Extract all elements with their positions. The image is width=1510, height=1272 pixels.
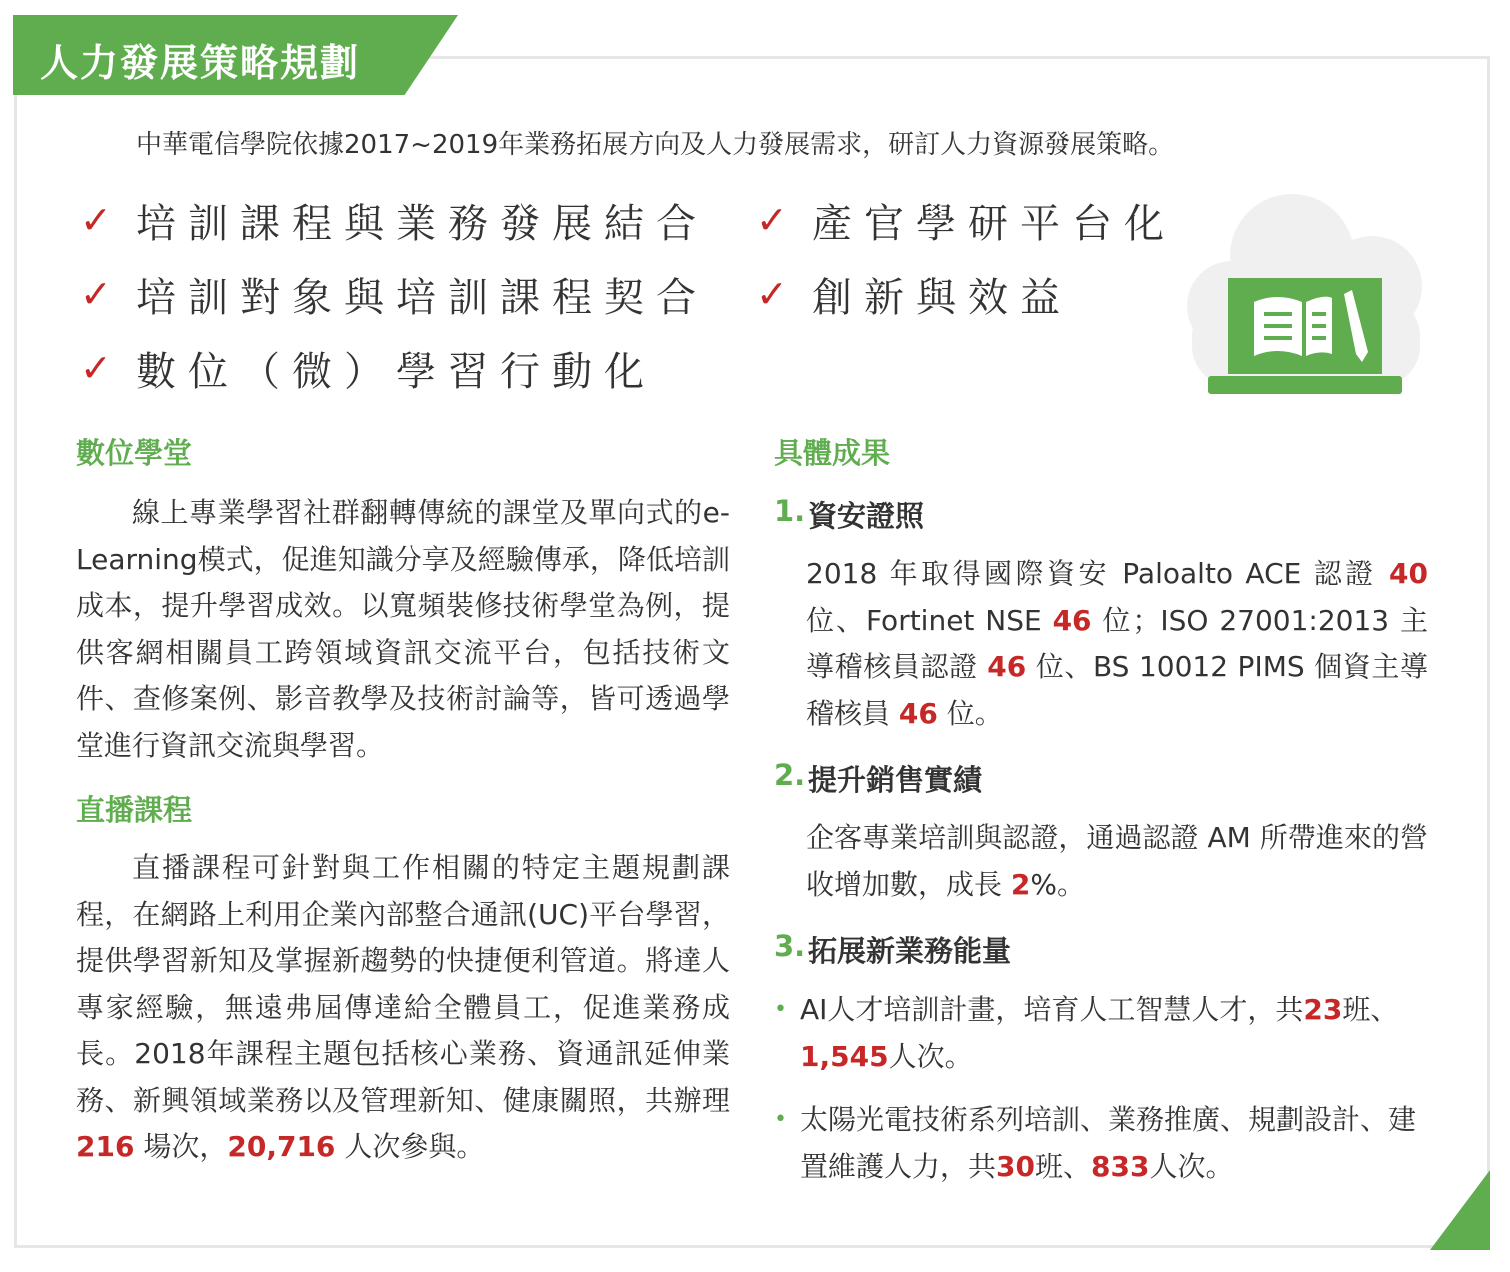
strategy-item (80, 190, 708, 250)
figure: 833 (1091, 1149, 1150, 1183)
body-text: 太陽光電技術系列培訓、業務推廣、規劃設計、建置維護人力，共 (800, 1103, 1417, 1183)
check-icon: ✓ (80, 346, 112, 390)
check-icon: ✓ (80, 198, 112, 242)
sessions-count: 216 (76, 1130, 135, 1163)
bullet-icon: • (774, 1107, 787, 1132)
strategy-item (756, 190, 1176, 250)
body-text: 班、 (1342, 993, 1399, 1026)
body-text: 2018 年取得國際資安 Paloalto ACE 認證 (806, 557, 1390, 590)
body-text: 場次， (134, 1130, 228, 1163)
figure: 2 (1010, 867, 1031, 901)
figure: 46 (898, 696, 938, 730)
figure: 46 (987, 650, 1027, 683)
section-heading-results: 具體成果 (774, 436, 891, 470)
list-item-text (800, 1097, 1428, 1190)
body-text: 人次。 (888, 1039, 973, 1073)
strategy-label: 數位（微）學習行動化 (136, 348, 656, 395)
body-text: 位。 (937, 696, 1003, 730)
body-text: 位、Fortinet NSE (806, 603, 1053, 637)
result-item-body (806, 551, 1428, 737)
body-text: 直播課程可針對與工作相關的特定主題規劃課程，在網路上利用企業內部整合通訊(UC)平台學習，提供學習新知及掌握新趨勢的快捷便利管道。將達人專家經驗，無遠弗屆傳達給全體員工，促進業務成長。2018年課程主題包括核心業務、資通訊延伸業務、新興領域業務以及管理新知、健康關照，共辦理 (76, 851, 730, 1117)
figure: 30 (996, 1149, 1035, 1183)
intro-text: 中華電信學院依據2017~2019年業務拓展方向及人力發展需求，研訂人力資源發展策略。 (136, 130, 1175, 160)
laptop-book-icon (1182, 186, 1424, 398)
item-number: 3. (774, 929, 806, 963)
check-icon: ✓ (756, 272, 788, 316)
bullet-icon: • (774, 997, 787, 1022)
item-title: 資安證照 (808, 499, 925, 533)
strategy-item (80, 338, 656, 398)
strategy-label: 創新與效益 (812, 274, 1072, 321)
body-text: 人次。 (1149, 1149, 1234, 1183)
body-text: %。 (1030, 867, 1085, 901)
body-text: 位、BS 10012 PIMS 個資主導稽核員 (806, 650, 1428, 730)
result-item-heading (774, 929, 1011, 970)
body-text: 人次參與。 (335, 1130, 485, 1163)
strategy-label: 產官學研平台化 (812, 200, 1176, 247)
item-number: 2. (774, 758, 806, 792)
result-item-heading (774, 494, 924, 535)
page-title: 人力發展策略規劃 (40, 41, 361, 85)
check-icon: ✓ (80, 272, 112, 316)
check-icon: ✓ (756, 198, 788, 242)
item-number: 1. (774, 494, 806, 528)
live-course-body (76, 845, 730, 1171)
figure: 23 (1303, 993, 1343, 1026)
list-item (774, 987, 1428, 1080)
figure: 1,545 (800, 1039, 889, 1073)
section-heading-live-course: 直播課程 (76, 793, 193, 827)
result-item-heading (774, 758, 982, 799)
item-title: 提升銷售實績 (808, 763, 983, 797)
participants-count: 20,716 (227, 1130, 336, 1163)
figure: 40 (1389, 557, 1428, 590)
body-text: 班、 (1034, 1149, 1091, 1183)
strategy-item (80, 264, 708, 324)
body-text: 位；ISO 27001:2013 主導稽核員認證 (806, 603, 1428, 683)
section-heading-digital-hall: 數位學堂 (76, 436, 193, 470)
strategy-label: 培訓對象與培訓課程契合 (136, 274, 708, 321)
body-text: AI人才培訓計畫，培育人工智慧人才，共 (800, 993, 1304, 1026)
strategy-label: 培訓課程與業務發展結合 (136, 200, 708, 247)
body-text: 企客專業培訓與認證，通過認證 AM 所帶進來的營收增加數，成長 (806, 821, 1428, 901)
list-item (774, 1097, 1428, 1190)
list-item-text (800, 987, 1428, 1080)
figure: 46 (1052, 603, 1092, 637)
item-title: 拓展新業務能量 (808, 934, 1012, 968)
strategy-item (756, 264, 1072, 324)
digital-hall-body: 線上專業學習社群翻轉傳統的課堂及單向式的e-Learning模式，促進知識分享及經驗傳承，降低培訓成本，提升學習成效。以寬頻裝修技術學堂為例，提供客網相關員工跨領域資訊交流平台，包括技術文件、查修案例、影音教學及技術討論等，皆可透過學堂進行資訊交流與學習。 (76, 496, 730, 762)
result-item-body (806, 815, 1428, 908)
